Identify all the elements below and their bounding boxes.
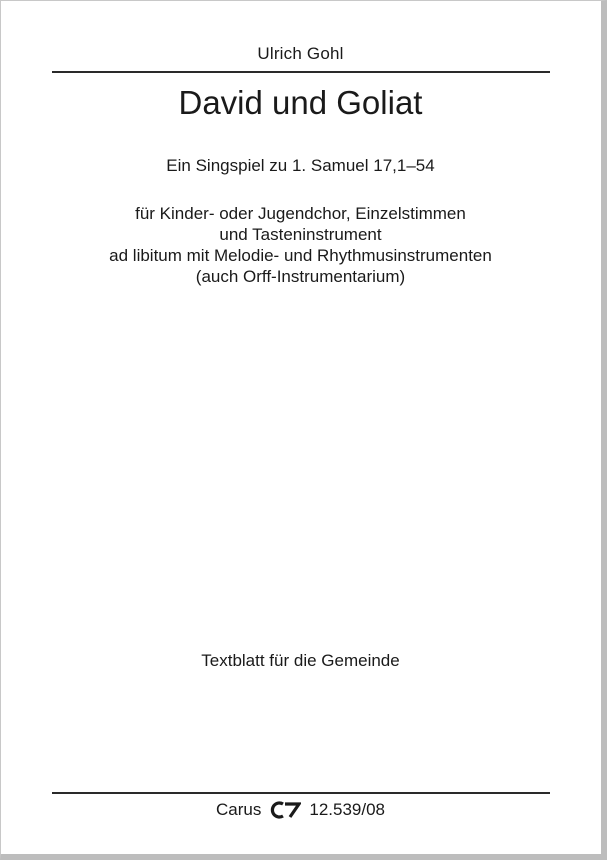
scoring-line: und Tasteninstrument	[219, 225, 382, 244]
publisher-line	[0, 800, 601, 820]
publisher-name: Carus	[216, 800, 262, 819]
scoring-line: für Kinder- oder Jugendchor, Einzelstimmen	[135, 204, 466, 223]
scoring-description	[0, 203, 601, 287]
bottom-rule	[52, 792, 550, 794]
carus-logo-icon	[269, 801, 301, 819]
composer-name: Ulrich Gohl	[257, 44, 344, 63]
scoring-line: ad libitum mit Melodie- und Rhythmusinstrumenten	[109, 246, 492, 265]
scoring-line: (auch Orff-Instrumentarium)	[195, 267, 406, 286]
top-rule	[52, 71, 550, 73]
edition-label: Textblatt für die Gemeinde	[201, 651, 400, 670]
work-title: David und Goliat	[178, 84, 423, 121]
work-subtitle: Ein Singspiel zu 1. Samuel 17,1–54	[166, 156, 435, 175]
catalog-number: 12.539/08	[309, 800, 385, 819]
